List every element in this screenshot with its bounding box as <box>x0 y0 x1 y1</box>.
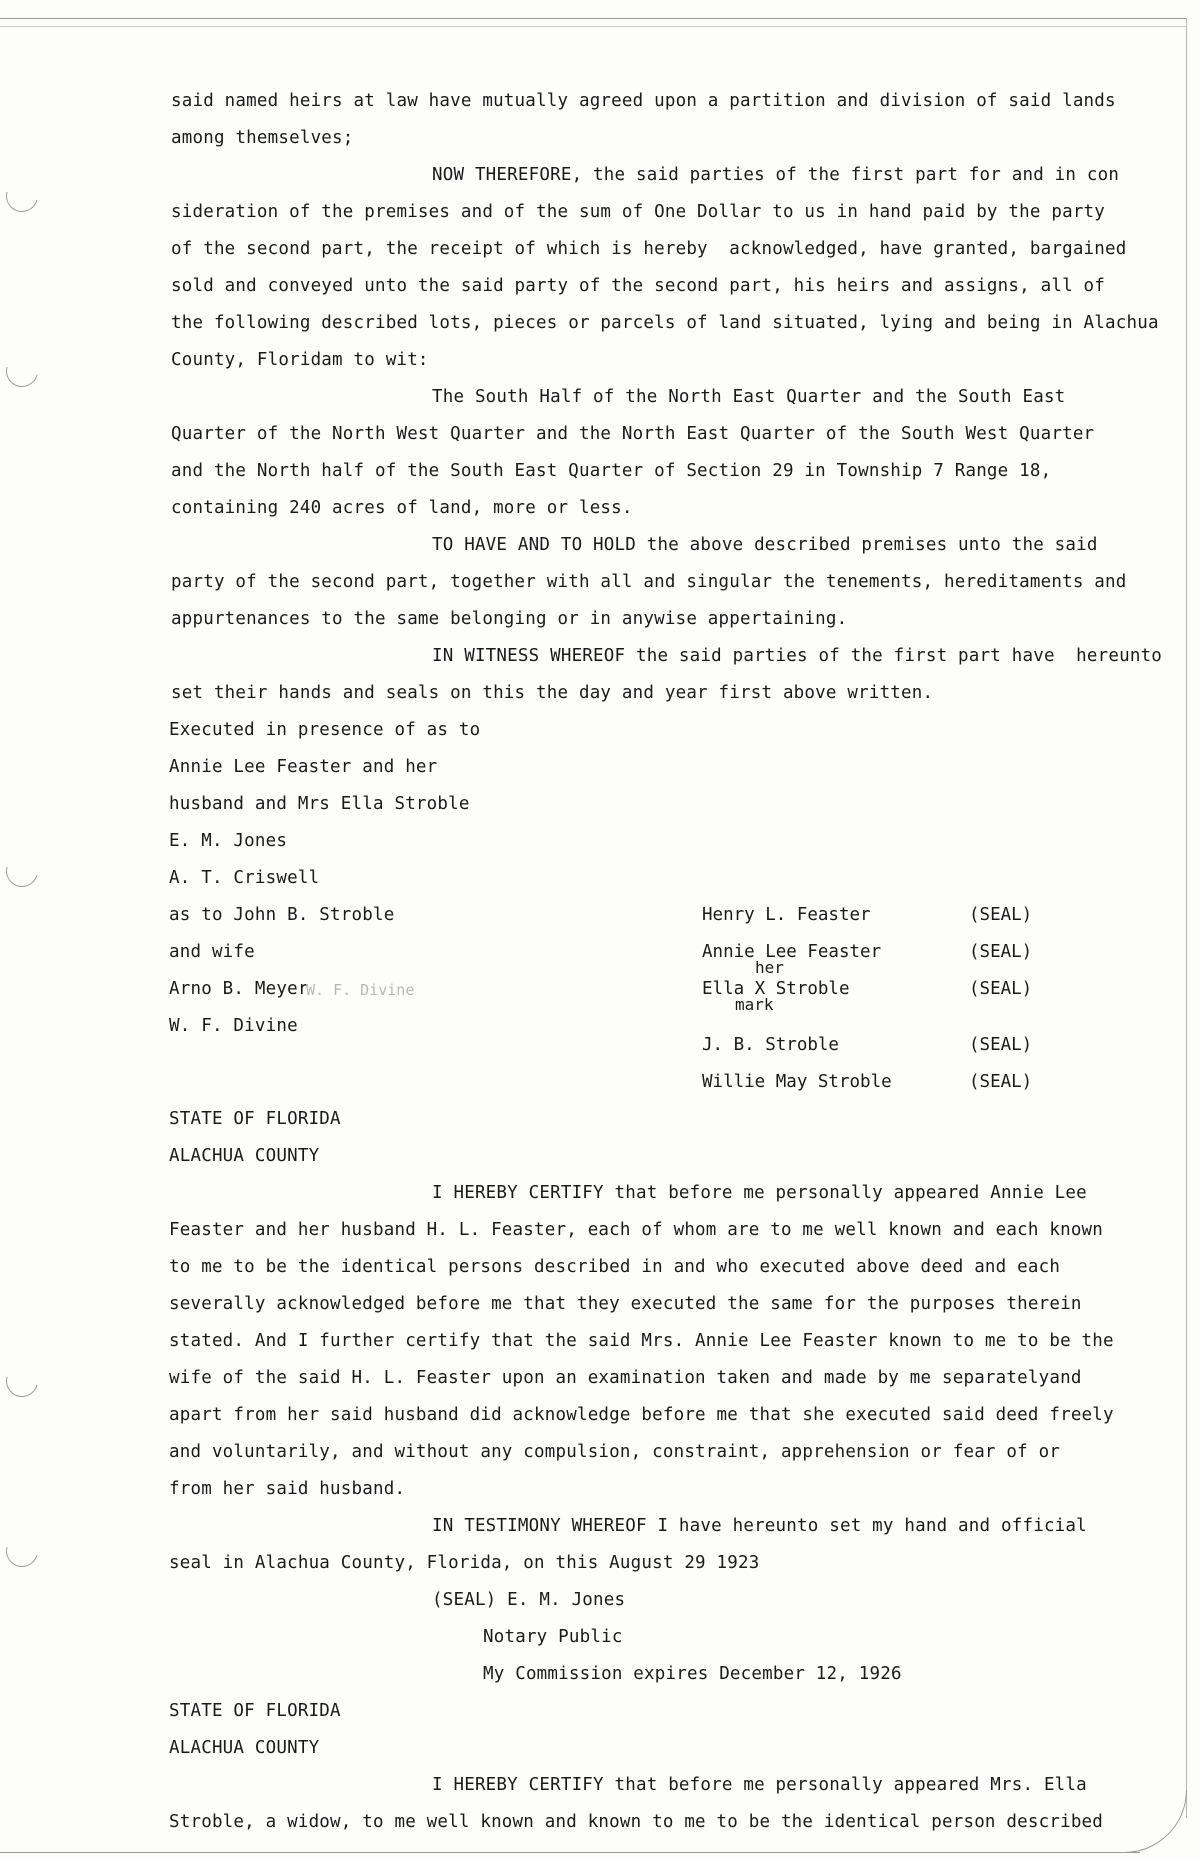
bottom-rule <box>0 1852 1140 1853</box>
acknowledgment-line: from her said husband. <box>169 1479 406 1499</box>
mark-annotation-her: her <box>755 958 784 977</box>
acknowledgment-line: I HEREBY CERTIFY that before me personally appeared Mrs. Ella <box>432 1775 1087 1795</box>
acknowledgment-line: Stroble, a widow, to me well known and known to me to be the identical person described <box>169 1812 1104 1832</box>
notary-commission: My Commission expires December 12, 1926 <box>483 1664 902 1684</box>
top-rule-secondary <box>0 26 1186 27</box>
binder-hole-mark <box>0 349 44 393</box>
witness-name: E. M. Jones <box>169 831 288 851</box>
seal-label: (SEAL) <box>969 1035 1033 1055</box>
witness-name: Arno B. Meyer <box>169 979 309 999</box>
seal-label: (SEAL) <box>969 905 1033 925</box>
deed-line: sold and conveyed unto the said party of the second part, his heirs and assigns, all of <box>171 276 1106 296</box>
witness-name: W. F. Divine <box>169 1016 298 1036</box>
acknowledgment-line: apart from her said husband did acknowledge before me that she executed said deed freely <box>169 1405 1114 1425</box>
deed-line: sideration of the premises and of the sum of One Dollar to us in hand paid by the party <box>171 202 1106 222</box>
deed-line: NOW THEREFORE, the said parties of the first part for and in con <box>432 165 1120 185</box>
deed-line: of the second part, the receipt of which is hereby acknowledged, have granted, bargained <box>171 239 1127 259</box>
habendum-line: TO HAVE AND TO HOLD the above described premises unto the said <box>432 535 1098 555</box>
acknowledgment-line: and voluntarily, and without any compulsion, constraint, apprehension or fear of or <box>169 1442 1061 1462</box>
binder-hole-mark <box>0 1529 44 1573</box>
testimonium-line: set their hands and seals on this the day and year first above written. <box>171 683 934 703</box>
acknowledgment-line: Feaster and her husband H. L. Feaster, each of whom are to me well known and each known <box>169 1220 1104 1240</box>
acknowledgment-line: wife of the said H. L. Feaster upon an examination taken and made by me separatelyand <box>169 1368 1082 1388</box>
binder-hole-mark <box>0 849 44 893</box>
acknowledgment-line: I HEREBY CERTIFY that before me personally appeared Annie Lee <box>432 1183 1087 1203</box>
deed-line: said named heirs at law have mutually agreed upon a partition and division of said lands <box>171 91 1116 111</box>
property-description-line: containing 240 acres of land, more or less. <box>171 498 633 518</box>
property-description-line: Quarter of the North West Quarter and the North East Quarter of the South West Quarter <box>171 424 1095 444</box>
grantor-signature: Annie Lee Feaster <box>702 942 882 962</box>
property-description-line: The South Half of the North East Quarter and the South East <box>432 387 1066 407</box>
grantor-signature: Ella X Stroble <box>702 979 850 999</box>
deed-line: the following described lots, pieces or parcels of land situated, lying and being in Alachua <box>171 313 1159 333</box>
venue-state: STATE OF FLORIDA <box>169 1109 341 1129</box>
testimonium-line: IN WITNESS WHEREOF the said parties of the first part have hereunto <box>432 646 1163 666</box>
acknowledgment-line: severally acknowledged before me that they executed the same for the purposes therein <box>169 1294 1082 1314</box>
venue-county: ALACHUA COUNTY <box>169 1146 320 1166</box>
witness-name: A. T. Criswell <box>169 868 320 888</box>
property-description-line: and the North half of the South East Quarter of Section 29 in Township 7 Range 18, <box>171 461 1052 481</box>
seal-label: (SEAL) <box>969 1072 1033 1092</box>
deed-line: County, Floridam to wit: <box>171 350 429 370</box>
seal-label: (SEAL) <box>969 942 1033 962</box>
acknowledgment-line: stated. And I further certify that the said Mrs. Annie Lee Feaster known to me to be the <box>169 1331 1114 1351</box>
venue-county: ALACHUA COUNTY <box>169 1738 320 1758</box>
grantor-signature: J. B. Stroble <box>702 1035 839 1055</box>
notary-signature: (SEAL) E. M. Jones <box>432 1590 626 1610</box>
grantor-signature: Henry L. Feaster <box>702 905 871 925</box>
habendum-line: appurtenances to the same belonging or in anywise appertaining. <box>171 609 848 629</box>
acknowledgment-line: to me to be the identical persons described in and who executed above deed and each <box>169 1257 1061 1277</box>
binder-hole-mark <box>0 1359 44 1403</box>
deed-line: among themselves; <box>171 128 354 148</box>
top-rule <box>0 18 1186 19</box>
faint-bleed-text: W. F. Divine <box>306 981 415 999</box>
mark-annotation-mark: mark <box>735 995 774 1014</box>
page-corner-curl <box>1120 1790 1187 1853</box>
venue-state: STATE OF FLORIDA <box>169 1701 341 1721</box>
acknowledgment-line: seal in Alachua County, Florida, on this August 29 1923 <box>169 1553 760 1573</box>
witness-line: as to John B. Stroble <box>169 905 395 925</box>
witness-line: Annie Lee Feaster and her <box>169 757 438 777</box>
witness-line: and wife <box>169 942 255 962</box>
grantor-signature: Willie May Stroble <box>702 1072 892 1092</box>
habendum-line: party of the second part, together with all and singular the tenements, hereditaments and <box>171 572 1127 592</box>
witness-line: husband and Mrs Ella Stroble <box>169 794 470 814</box>
notary-title: Notary Public <box>483 1627 623 1647</box>
binder-hole-mark <box>0 174 44 218</box>
right-page-edge <box>1186 18 1187 1818</box>
acknowledgment-line: IN TESTIMONY WHEREOF I have hereunto set my hand and official <box>432 1516 1087 1536</box>
witness-line: Executed in presence of as to <box>169 720 481 740</box>
seal-label: (SEAL) <box>969 979 1033 999</box>
